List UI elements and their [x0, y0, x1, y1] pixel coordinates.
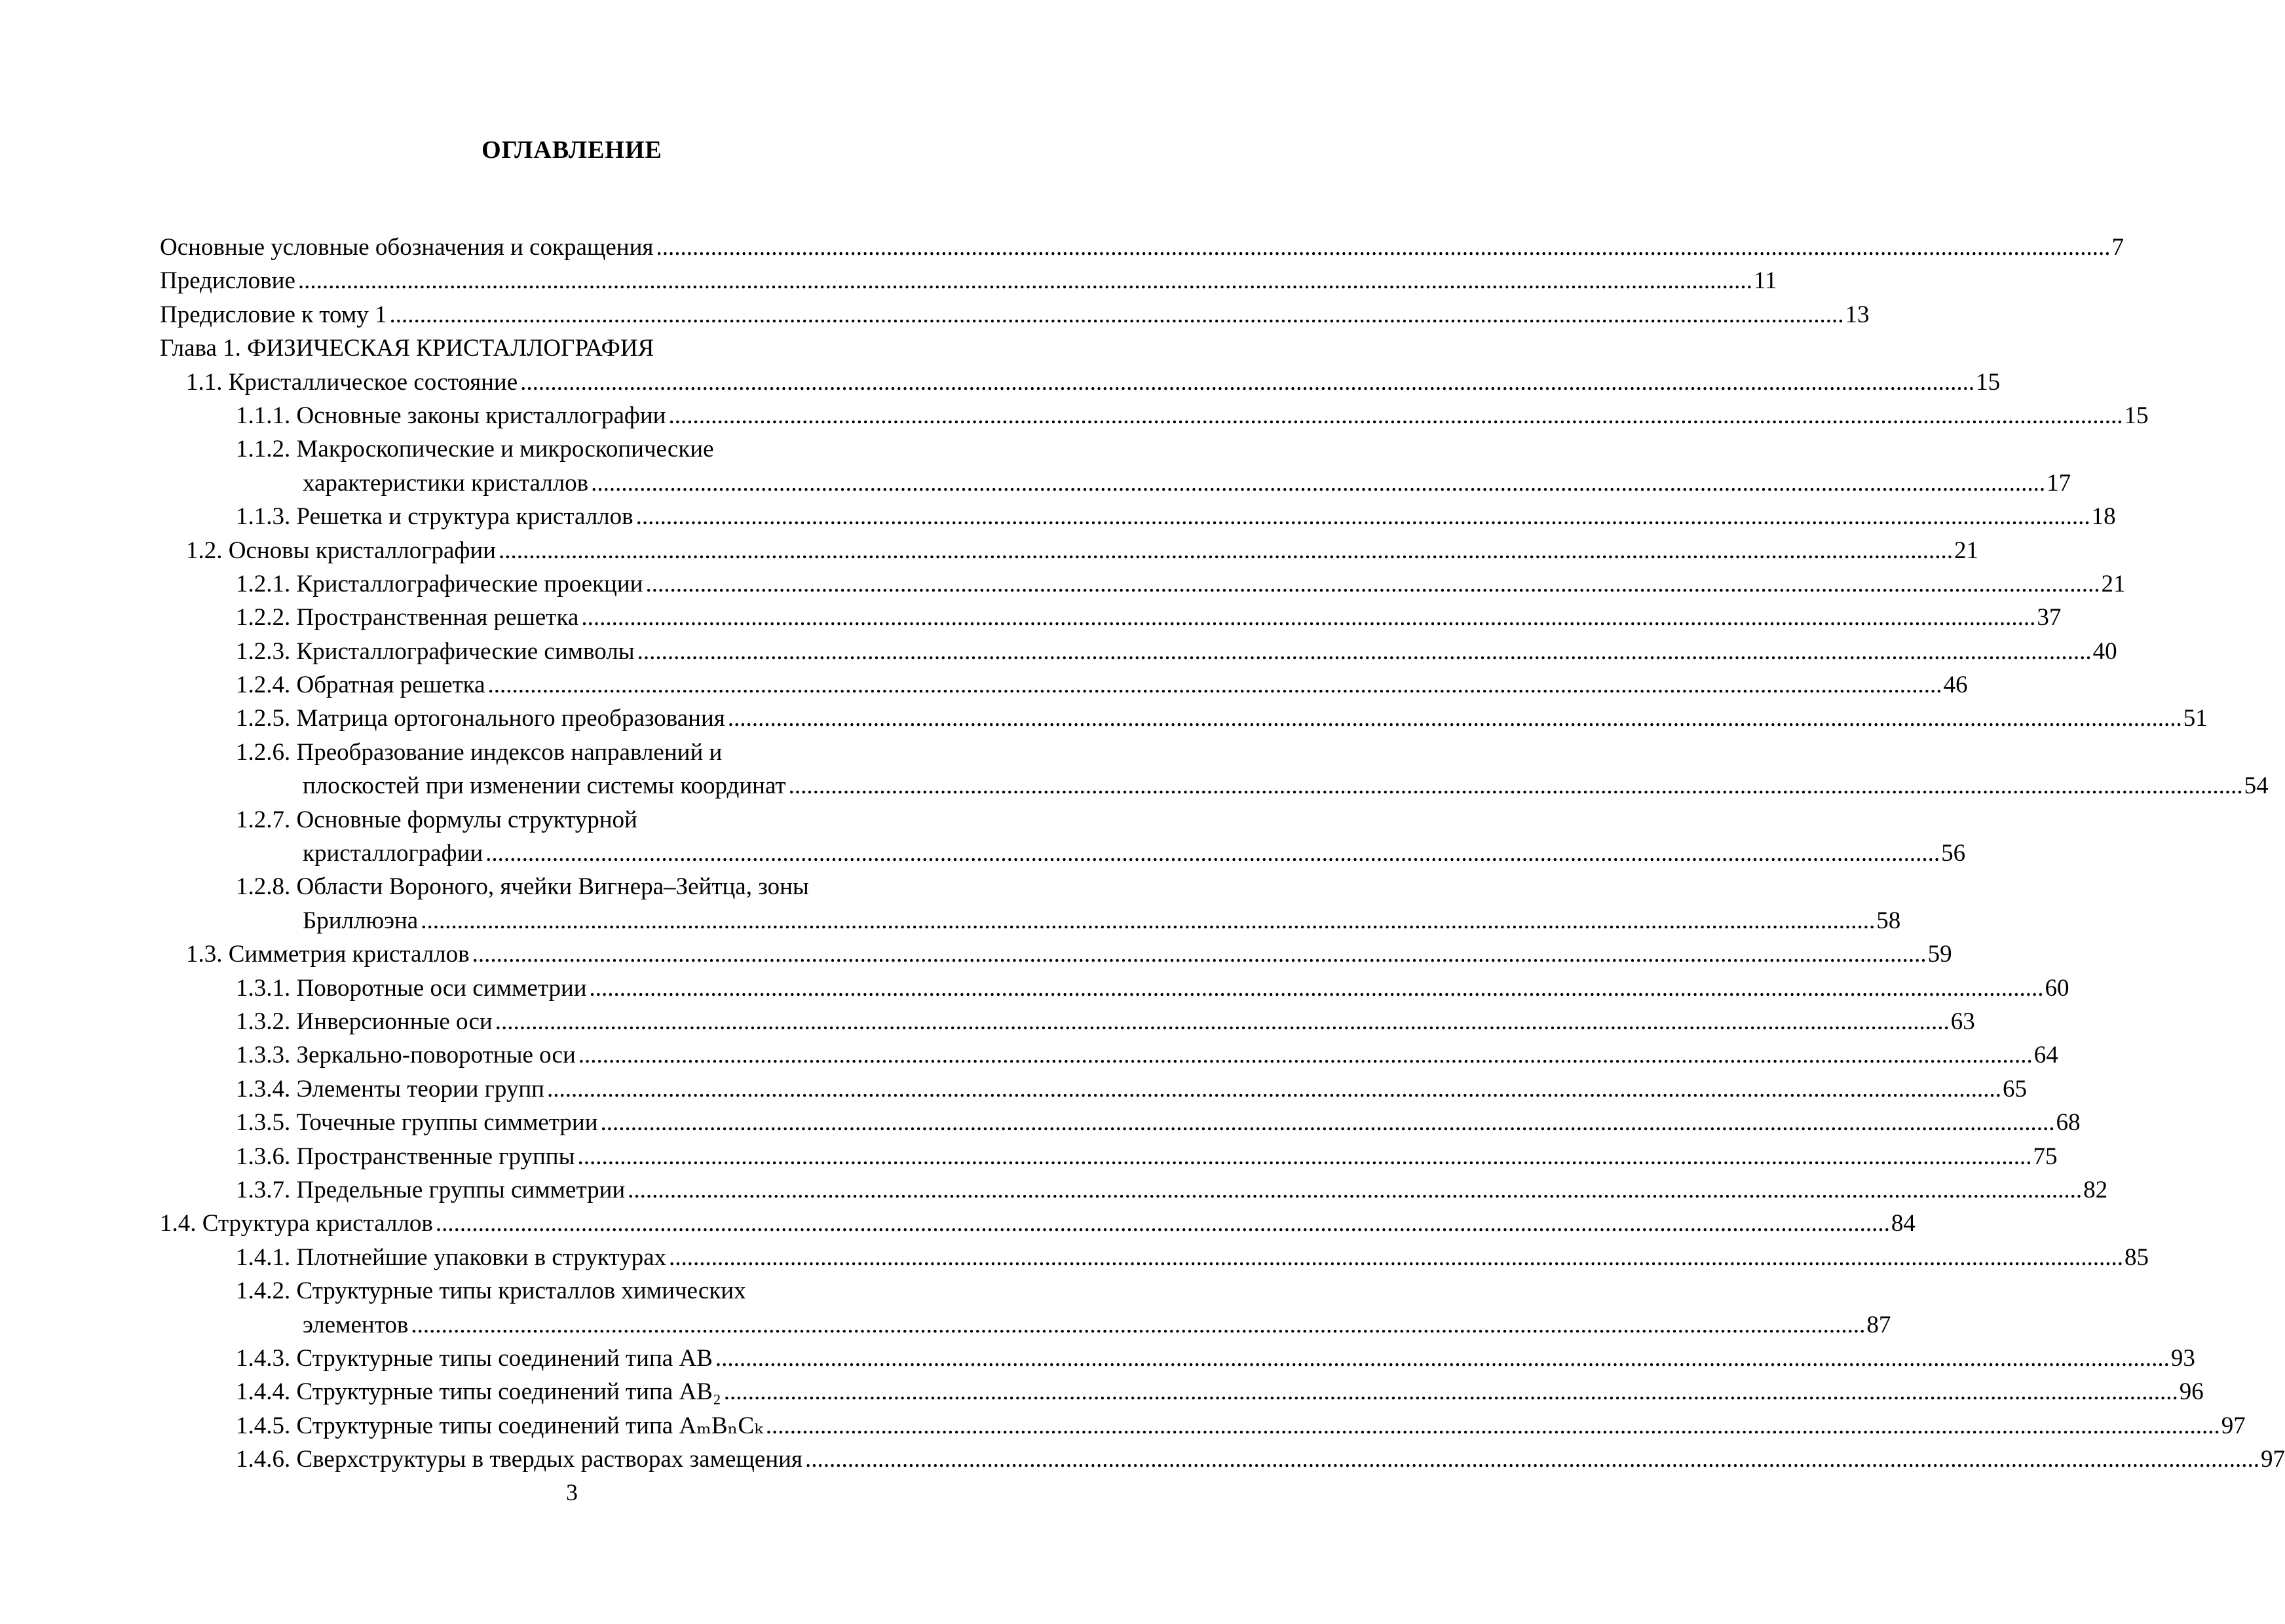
toc-entry-page: 21 [2101, 570, 2126, 597]
toc-dot-leader [763, 1409, 2220, 1443]
toc-entry-label: 1.4.3. Структурные типы соединений типа АВ [236, 1344, 713, 1372]
toc-entry-label: 1.2.1. Кристаллографические проекции [236, 570, 643, 597]
toc-entry[interactable] [160, 298, 1870, 331]
toc-entry-page: 15 [2124, 402, 2149, 429]
toc-entry-label: 1.2.7. Основные формулы структурной [236, 806, 637, 833]
toc-entry-page: 60 [2045, 974, 2069, 1002]
toc-entry-page: 96 [2179, 1378, 2204, 1406]
toc-entry-page: 11 [1753, 267, 1777, 295]
toc-dot-leader [666, 399, 2123, 432]
toc-entry[interactable] [160, 231, 2124, 264]
toc-entry-page: 85 [2124, 1243, 2149, 1271]
toc-dot-leader [387, 298, 1843, 331]
toc-entry[interactable] [160, 1308, 1891, 1342]
toc-entry[interactable] [160, 1038, 2058, 1072]
toc-entry-label: 1.2.8. Области Вороного, ячейки Вигнера–Зейтца, зоны [236, 873, 809, 901]
toc-entry-label: 1.3.4. Элементы теории групп [236, 1075, 544, 1103]
toc-dot-leader [653, 231, 2110, 264]
toc-entry[interactable] [160, 803, 939, 837]
toc-entry-page: 21 [1954, 537, 1978, 564]
toc-entry[interactable] [160, 366, 2001, 399]
toc-dot-leader [433, 1207, 1890, 1240]
toc-entry-label: 1.4.2. Структурные типы кристаллов химических [236, 1277, 746, 1305]
toc-entry-page: 56 [1941, 840, 1966, 867]
toc-dot-leader [493, 1005, 1950, 1038]
toc-entry[interactable] [160, 466, 2071, 500]
toc-entry-label: Бриллюэна [303, 907, 419, 934]
toc-entry[interactable] [160, 1409, 2246, 1443]
toc-entry-page: 97 [2260, 1446, 2285, 1473]
toc-entry-label: 1.2.3. Кристаллографические символы [236, 637, 635, 665]
toc-entry-label: 1.2. Основы кристаллографии [186, 537, 496, 564]
toc-entry-label: Основные условные обозначения и сокращения [160, 234, 654, 261]
toc-entry[interactable] [160, 1274, 939, 1308]
toc-entry-page: 97 [2221, 1412, 2246, 1439]
toc-dot-leader [544, 1072, 2001, 1106]
toc-dot-leader [625, 1173, 2082, 1207]
toc-entry[interactable] [160, 264, 1777, 297]
toc-entry[interactable] [160, 1241, 2149, 1274]
toc-entry-page: 17 [2047, 469, 2071, 497]
toc-entry-label: 1.4. Структура кристаллов [160, 1210, 433, 1237]
toc-entry[interactable] [160, 635, 2117, 668]
toc-entry[interactable] [160, 567, 2126, 601]
toc-entry[interactable] [160, 534, 1978, 567]
toc-entry[interactable] [160, 870, 939, 903]
toc-dot-leader [496, 534, 1953, 567]
toc-entry[interactable] [160, 937, 1952, 971]
toc-entry-label: 1.2.2. Пространственная решетка [236, 604, 579, 632]
toc-entry[interactable] [160, 668, 1968, 702]
toc-dot-leader [576, 1038, 2033, 1072]
toc-entry-label: Глава 1. ФИЗИЧЕСКАЯ КРИСТАЛЛОГРАФИЯ [160, 335, 654, 362]
toc-entry-page: 82 [2083, 1176, 2108, 1203]
toc-entry[interactable] [160, 904, 1901, 937]
toc-dot-leader [721, 1375, 2178, 1408]
toc-entry-page: 65 [2002, 1075, 2027, 1103]
toc-entry-page: 18 [2091, 503, 2116, 531]
toc-dot-leader [587, 972, 2044, 1005]
toc-entry[interactable] [160, 399, 2149, 432]
toc-entry-label: 1.3.5. Точечные группы симметрии [236, 1109, 598, 1137]
toc-dot-leader [633, 500, 2090, 533]
page-number: 3 [566, 1479, 578, 1505]
toc-dot-leader [485, 668, 1942, 702]
toc-entry-label: 1.3. Симметрия кристаллов [186, 941, 470, 968]
toc-entry-page: 84 [1891, 1210, 1916, 1237]
toc-dot-leader [483, 837, 1940, 870]
toc-entry[interactable] [160, 1207, 1916, 1240]
toc-dot-leader [408, 1308, 1865, 1342]
toc-entry-page: 64 [2033, 1042, 2058, 1069]
toc-entry[interactable] [160, 1375, 2204, 1408]
toc-entry-page: 93 [2170, 1344, 2195, 1372]
toc-dot-leader [578, 601, 2035, 634]
toc-entry-label: 1.4.6. Сверхструктуры в твердых растворах замещения [236, 1446, 803, 1473]
toc-entry-page: 46 [1943, 671, 1968, 699]
toc-entry-label: 1.3.3. Зеркально-поворотные оси [236, 1042, 576, 1069]
toc-dot-leader [666, 1241, 2123, 1274]
toc-entry[interactable] [160, 736, 939, 769]
toc-entry-label: 1.3.2. Инверсионные оси [236, 1008, 493, 1035]
toc-dot-leader [643, 567, 2100, 601]
toc-entry[interactable] [160, 702, 2208, 735]
toc-entry-label: кристаллографии [303, 840, 483, 867]
toc-entry-page: 51 [2183, 705, 2208, 732]
toc-dot-leader [635, 635, 2092, 668]
toc-dot-leader [418, 904, 1875, 937]
toc-entry-page: 40 [2092, 637, 2117, 665]
toc-entry-page: 59 [1927, 941, 1952, 968]
toc-dot-leader [295, 264, 1752, 297]
toc-entry-label: 1.3.6. Пространственные группы [236, 1142, 575, 1170]
toc-dot-leader [803, 1443, 2259, 1476]
toc-entry-page: 13 [1845, 301, 1870, 328]
toc-entry-page: 75 [2033, 1142, 2058, 1170]
toc-entry-label: 1.4.5. Структурные типы соединений типа AₘBₙCₖ [236, 1412, 763, 1439]
toc-entry[interactable] [160, 837, 1966, 870]
toc-entry-label: 1.1.3. Решетка и структура кристаллов [236, 503, 633, 531]
toc-entry-label: Предисловие к тому 1 [160, 301, 387, 328]
toc-entry[interactable] [160, 1342, 2195, 1375]
toc-dot-leader [575, 1140, 2031, 1173]
toc-entry-label: 1.2.5. Матрица ортогонального преобразования [236, 705, 725, 732]
toc-dot-leader [518, 366, 1974, 399]
toc-entry[interactable] [160, 1072, 2027, 1106]
toc-entry-page: 87 [1866, 1311, 1891, 1338]
page-title: ОГЛАВЛЕНИЕ [482, 136, 662, 164]
toc-entry[interactable] [160, 1443, 2285, 1476]
toc-entry-page: 37 [2037, 604, 2062, 632]
toc-entry[interactable] [160, 769, 2269, 803]
toc-entry[interactable] [160, 331, 939, 365]
toc-entry-page: 54 [2244, 772, 2269, 800]
toc-entry[interactable] [160, 1106, 2081, 1139]
toc-entry-label: Предисловие [160, 267, 295, 295]
toc-entry-label: элементов [303, 1311, 409, 1338]
toc-dot-leader [588, 466, 2045, 500]
toc-entry[interactable] [160, 972, 2069, 1005]
toc-entry-label: 1.1.1. Основные законы кристаллографии [236, 402, 666, 429]
toc-entry-page: 68 [2056, 1109, 2081, 1137]
toc-entry-label: 1.4.1. Плотнейшие упаковки в структурах [236, 1243, 667, 1271]
toc-entry[interactable] [160, 601, 2062, 634]
toc-entry-label: плоскостей при изменении системы координат [303, 772, 786, 800]
toc-entry-label: 1.2.4. Обратная решетка [236, 671, 485, 699]
toc-entry-label: 1.1.2. Макроскопические и микроскопические [236, 436, 714, 463]
toc-entry-label: характеристики кристаллов [303, 469, 589, 497]
toc-entry-page: 63 [1950, 1008, 1975, 1035]
toc-entry[interactable] [160, 1173, 2108, 1207]
toc-entry[interactable] [160, 432, 939, 466]
toc-entry-page: 58 [1876, 907, 1901, 934]
toc-dot-leader [470, 937, 1927, 971]
table-of-contents [160, 231, 2285, 1476]
toc-entry-label: 1.3.7. Предельные группы симметрии [236, 1176, 626, 1203]
toc-dot-leader [713, 1342, 2170, 1375]
toc-dot-leader [598, 1106, 2055, 1139]
toc-entry-label: 1.4.4. Структурные типы соединений типа АВ₂ [236, 1378, 721, 1406]
toc-entry-page: 15 [1976, 368, 2001, 396]
toc-dot-leader [725, 702, 2182, 735]
toc-entry[interactable] [160, 1140, 2058, 1173]
toc-entry-label: 1.2.6. Преобразование индексов направлений и [236, 738, 723, 766]
toc-entry-label: 1.1. Кристаллическое состояние [186, 368, 518, 396]
toc-dot-leader [786, 769, 2243, 803]
toc-entry[interactable] [160, 1005, 1975, 1038]
toc-entry-label: 1.3.1. Поворотные оси симметрии [236, 974, 587, 1002]
toc-entry[interactable] [160, 500, 2116, 533]
toc-entry-page: 7 [2111, 234, 2124, 261]
